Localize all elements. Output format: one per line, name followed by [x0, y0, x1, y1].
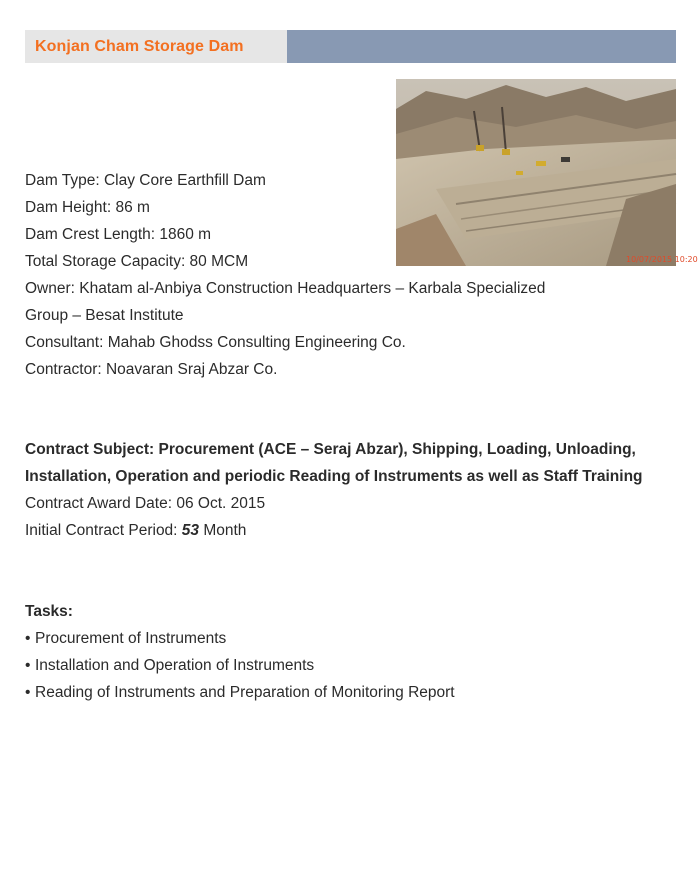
list-item	[25, 652, 455, 679]
list-item	[25, 679, 455, 706]
contract-subject-cont: Installation, Operation and periodic Reading of Instruments as well as Staff Training	[25, 468, 643, 485]
task-label: Installation and Operation of Instruments	[35, 657, 315, 674]
detail-line: Dam Crest Length: 1860 m	[25, 226, 212, 243]
bullet-icon: •	[25, 684, 31, 701]
contract-period-unit: Month	[199, 522, 247, 539]
detail-line: Dam Type: Clay Core Earthfill Dam	[25, 172, 266, 189]
title-box	[25, 30, 287, 63]
photo-timestamp: 10/07/2015 10:20	[626, 255, 698, 264]
section-header	[25, 30, 676, 63]
detail-line: Total Storage Capacity: 80 MCM	[25, 253, 249, 270]
detail-line: Dam Height: 86 m	[25, 199, 150, 216]
bullet-icon: •	[25, 630, 31, 647]
contract-period-label: Initial Contract Period:	[25, 522, 182, 539]
bullet-icon: •	[25, 657, 31, 674]
detail-line: Group – Besat Institute	[25, 307, 184, 324]
contract-subject: Contract Subject: Procurement (ACE – Seraj Abzar), Shipping, Loading, Unloading,	[25, 441, 636, 458]
page-title: Konjan Cham Storage Dam	[35, 37, 244, 55]
detail-line: Contractor: Noavaran Sraj Abzar Co.	[25, 361, 278, 378]
task-label: Procurement of Instruments	[35, 630, 227, 647]
list-item	[25, 625, 455, 652]
detail-line: Owner: Khatam al-Anbiya Construction Headquarters – Karbala Specialized	[25, 280, 546, 297]
task-label: Reading of Instruments and Preparation of Monitoring Report	[35, 684, 455, 701]
contract-award-date: Contract Award Date: 06 Oct. 2015	[25, 495, 266, 512]
tasks-heading: Tasks:	[25, 603, 73, 620]
contract-info	[25, 436, 643, 544]
tasks-section	[25, 598, 455, 706]
detail-line: Consultant: Mahab Ghodss Consulting Engineering Co.	[25, 334, 406, 351]
contract-period-value: 53	[181, 522, 200, 539]
contract-period	[25, 517, 643, 544]
header-bar	[287, 30, 676, 63]
dam-details	[25, 167, 545, 383]
